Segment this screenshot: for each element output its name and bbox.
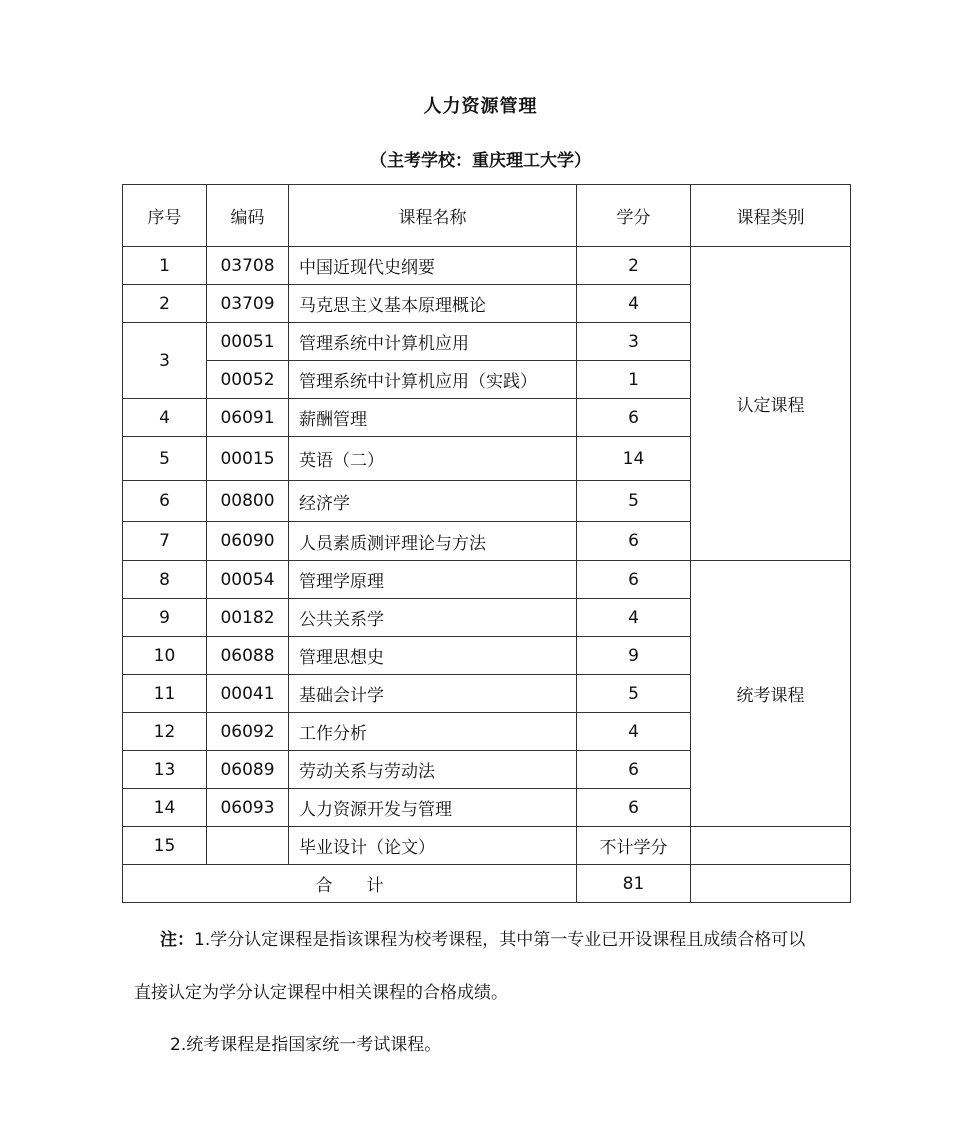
row-index: 1 bbox=[123, 247, 207, 285]
row-name: 管理思想史 bbox=[289, 637, 577, 675]
row-credit: 4 bbox=[577, 285, 691, 323]
table-header-row bbox=[123, 185, 851, 247]
table-row bbox=[123, 561, 851, 599]
row-index: 12 bbox=[123, 713, 207, 751]
row-credit: 4 bbox=[577, 713, 691, 751]
row-index: 7 bbox=[123, 522, 207, 561]
row-code: 00015 bbox=[207, 437, 289, 481]
course-table bbox=[122, 184, 851, 903]
total-category-empty bbox=[691, 865, 851, 903]
row-index: 10 bbox=[123, 637, 207, 675]
table-row bbox=[123, 247, 851, 285]
row-credit: 6 bbox=[577, 522, 691, 561]
header-category: 课程类别 bbox=[691, 185, 851, 247]
row-credit: 14 bbox=[577, 437, 691, 481]
row-code: 00182 bbox=[207, 599, 289, 637]
row-credit: 4 bbox=[577, 599, 691, 637]
row-index: 5 bbox=[123, 437, 207, 481]
row-name: 经济学 bbox=[289, 481, 577, 522]
row-index: 9 bbox=[123, 599, 207, 637]
row-credit: 1 bbox=[577, 361, 691, 399]
row-credit: 2 bbox=[577, 247, 691, 285]
row-credit: 6 bbox=[577, 751, 691, 789]
row-credit: 9 bbox=[577, 637, 691, 675]
row-code bbox=[207, 827, 289, 865]
row-index: 8 bbox=[123, 561, 207, 599]
row-code: 06090 bbox=[207, 522, 289, 561]
row-credit: 6 bbox=[577, 789, 691, 827]
note-line-3: 2.统考课程是指国家统一考试课程。 bbox=[170, 1035, 442, 1055]
row-name: 中国近现代史纲要 bbox=[289, 247, 577, 285]
category-recognized: 认定课程 bbox=[691, 247, 851, 561]
row-code: 06091 bbox=[207, 399, 289, 437]
page-title: 人力资源管理 bbox=[423, 96, 538, 117]
row-index: 3 bbox=[123, 323, 207, 399]
row-name: 薪酬管理 bbox=[289, 399, 577, 437]
row-name: 工作分析 bbox=[289, 713, 577, 751]
row-name: 劳动关系与劳动法 bbox=[289, 751, 577, 789]
row-index: 4 bbox=[123, 399, 207, 437]
row-name: 公共关系学 bbox=[289, 599, 577, 637]
category-unified: 统考课程 bbox=[691, 561, 851, 827]
row-code: 03708 bbox=[207, 247, 289, 285]
row-code: 00052 bbox=[207, 361, 289, 399]
note-line-1 bbox=[160, 925, 805, 950]
row-code: 03709 bbox=[207, 285, 289, 323]
row-name: 管理系统中计算机应用 bbox=[289, 323, 577, 361]
row-name: 毕业设计（论文） bbox=[289, 827, 577, 865]
row-credit: 5 bbox=[577, 675, 691, 713]
row-code: 06088 bbox=[207, 637, 289, 675]
row-credit: 6 bbox=[577, 561, 691, 599]
total-credit: 81 bbox=[577, 865, 691, 903]
row-code: 06093 bbox=[207, 789, 289, 827]
note-line-2: 直接认定为学分认定课程中相关课程的合格成绩。 bbox=[134, 983, 508, 1003]
row-code: 06092 bbox=[207, 713, 289, 751]
header-name: 课程名称 bbox=[289, 185, 577, 247]
row-index: 11 bbox=[123, 675, 207, 713]
header-index: 序号 bbox=[123, 185, 207, 247]
row-code: 00054 bbox=[207, 561, 289, 599]
row-index: 15 bbox=[123, 827, 207, 865]
row-credit: 5 bbox=[577, 481, 691, 522]
row-code: 00051 bbox=[207, 323, 289, 361]
row-name: 基础会计学 bbox=[289, 675, 577, 713]
row-name: 管理系统中计算机应用（实践） bbox=[289, 361, 577, 399]
note-line-1-text: 1.学分认定课程是指该课程为校考课程，其中第一专业已开设课程且成绩合格可以 bbox=[194, 930, 806, 950]
row-name: 人员素质测评理论与方法 bbox=[289, 522, 577, 561]
row-name: 英语（二） bbox=[289, 437, 577, 481]
row-category-empty bbox=[691, 827, 851, 865]
total-label: 合 计 bbox=[123, 865, 577, 903]
header-credit: 学分 bbox=[577, 185, 691, 247]
note-prefix: 注： bbox=[160, 930, 194, 950]
row-index: 14 bbox=[123, 789, 207, 827]
row-code: 00800 bbox=[207, 481, 289, 522]
total-row bbox=[123, 865, 851, 903]
row-name: 马克思主义基本原理概论 bbox=[289, 285, 577, 323]
row-index: 2 bbox=[123, 285, 207, 323]
row-index: 6 bbox=[123, 481, 207, 522]
row-credit: 3 bbox=[577, 323, 691, 361]
row-credit: 不计学分 bbox=[577, 827, 691, 865]
row-credit: 6 bbox=[577, 399, 691, 437]
table-row bbox=[123, 827, 851, 865]
header-code: 编码 bbox=[207, 185, 289, 247]
page-subtitle: （主考学校：重庆理工大学） bbox=[370, 151, 591, 171]
row-code: 06089 bbox=[207, 751, 289, 789]
row-name: 人力资源开发与管理 bbox=[289, 789, 577, 827]
row-code: 00041 bbox=[207, 675, 289, 713]
row-name: 管理学原理 bbox=[289, 561, 577, 599]
row-index: 13 bbox=[123, 751, 207, 789]
